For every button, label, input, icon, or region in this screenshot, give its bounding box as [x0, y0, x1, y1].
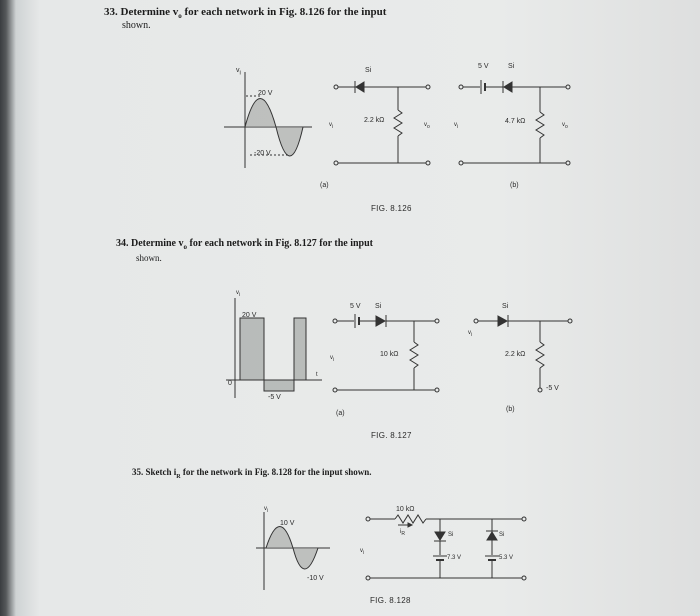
- fig127-time-label: t: [316, 372, 318, 378]
- problem-35-text: 35. Sketch $i_R$ for the network in Fig. 8.128 for the input shown.: [132, 467, 372, 480]
- fig126a-part-label: (a): [320, 182, 329, 189]
- fig127b-supply-label: -5 V: [546, 385, 559, 392]
- fig128-input-axis-label: $v_i$: [264, 506, 269, 515]
- fig127b-vi-label: $v_i$: [468, 330, 473, 339]
- fig127a-battery-label: 5 V: [350, 303, 361, 310]
- fig126-caption: FIG. 8.126: [371, 204, 412, 213]
- fig128-peak-negative: -10 V: [307, 575, 324, 582]
- fig126b-vo-label: $v_o$: [562, 122, 568, 131]
- fig127a-part-label: (a): [336, 410, 345, 417]
- fig127-caption: FIG. 8.127: [371, 431, 412, 440]
- fig126b-diode-label: Si: [508, 63, 515, 70]
- fig127-origin: 0: [228, 380, 232, 387]
- fig127b-part-label: (b): [506, 406, 515, 413]
- fig127b-diode-label: Si: [502, 303, 509, 310]
- fig128-resistor-label: 10 kΩ: [396, 506, 415, 513]
- problem-33-text-line2: shown.: [122, 20, 151, 31]
- fig128-battery1-label: 7.3 V: [447, 555, 462, 561]
- fig126-input-axis-label: $v_i$: [236, 67, 241, 77]
- fig126b-battery-label: 5 V: [478, 63, 489, 70]
- fig128-current-label: $i_R$: [400, 529, 405, 538]
- fig126a-vo-label: $v_o$: [424, 122, 430, 131]
- fig126b-part-label: (b): [510, 182, 519, 189]
- fig128-vi-label: $v_i$: [360, 548, 365, 557]
- problem-34-text-line2: shown.: [136, 253, 162, 263]
- fig128-battery2-label: 5.3 V: [499, 555, 514, 561]
- fig128-diode1-label: Si: [448, 532, 454, 538]
- fig126b-resistor-label: 4.7 kΩ: [505, 118, 526, 125]
- problem-34-text: 34. Determine $v_o$ for each network in Fig. 8.127 for the input: [116, 238, 373, 251]
- fig126-peak-negative: -20 V: [254, 150, 271, 157]
- fig127-input-waveform: [226, 298, 322, 398]
- fig128-circuit: [366, 515, 526, 580]
- fig127-level-high: 20 V: [242, 312, 257, 319]
- fig128-caption: FIG. 8.128: [370, 596, 411, 605]
- fig126a-resistor-label: 2.2 kΩ: [364, 117, 385, 124]
- fig127-input-axis-label: $v_i$: [236, 290, 241, 299]
- fig126a-diode-label: Si: [365, 67, 372, 74]
- fig127b-resistor-label: 2.2 kΩ: [505, 351, 526, 358]
- fig127a-diode-label: Si: [375, 303, 382, 310]
- problem-33-text: 33. Determine $v_o$ for each network in Fig. 8.126 for the input: [104, 6, 387, 21]
- fig127a-vi-label: $v_i$: [330, 355, 335, 364]
- fig126-peak-positive: 20 V: [258, 90, 273, 97]
- fig126a-vi-label: $v_i$: [329, 122, 334, 131]
- fig128-diode2-label: Si: [499, 532, 505, 538]
- fig127-level-low: -5 V: [268, 394, 281, 401]
- fig126b-vi-label: $v_i$: [454, 122, 459, 131]
- fig127a-resistor-label: 10 kΩ: [380, 351, 399, 358]
- fig128-peak-positive: 10 V: [280, 520, 295, 527]
